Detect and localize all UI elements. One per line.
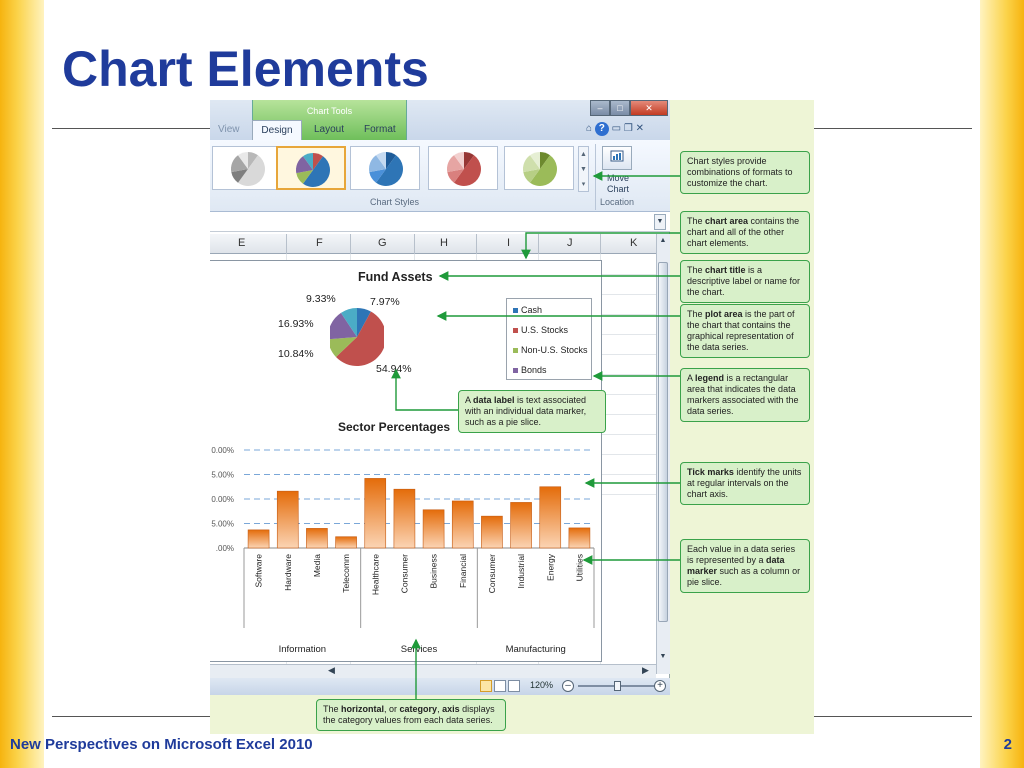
y-tick-label: 5.00% <box>211 519 234 529</box>
callout-term: chart title <box>705 265 746 275</box>
group-label: Services <box>400 644 438 655</box>
callout-term: category <box>399 704 438 714</box>
minimize-button[interactable]: – <box>590 100 610 116</box>
callout-text: identify the units at regular intervals on the chart axis. <box>687 467 802 499</box>
callout-text: contains the chart and all of the other chart elements. <box>687 216 800 248</box>
arrow-chart-area <box>526 233 680 258</box>
callout-text: Chart styles provide combinations of formats to customize the chart. <box>687 156 793 188</box>
callout-text: is the part of the chart that contains the graphical representation of the data series. <box>687 309 795 352</box>
formula-expand-icon[interactable]: ▼ <box>654 214 666 230</box>
pie-data-label[interactable]: 7.97% <box>370 296 400 308</box>
slide-page-number: 2 <box>1003 736 1012 753</box>
callout-text: Each value in a data series is represented by a <box>687 544 796 565</box>
title-divider-left <box>52 128 212 129</box>
callout-text: The <box>687 265 706 275</box>
chart-tools-label: Chart Tools <box>306 106 353 116</box>
pie-chart-title[interactable]: Fund Assets <box>358 270 433 284</box>
callout-term: legend <box>695 373 725 383</box>
callout-text: A <box>465 395 474 405</box>
callout-term: axis <box>442 704 460 714</box>
close-button[interactable]: ✕ <box>630 100 668 116</box>
x-tick-label: Energy <box>545 554 556 581</box>
scroll-left-icon[interactable]: ◀ <box>328 665 335 675</box>
pie-data-label[interactable]: 54.94% <box>376 363 412 375</box>
title-divider-right <box>814 128 972 129</box>
callout-term: plot area <box>705 309 743 319</box>
column-header[interactable]: K <box>630 237 638 249</box>
callout-term: data marker <box>687 555 785 576</box>
y-tick-label: 5.00% <box>211 470 234 480</box>
workbook-restore-icon[interactable]: ❐ <box>623 123 633 134</box>
zoom-level[interactable]: 120% <box>530 680 554 690</box>
x-tick-label: Consumer <box>399 554 410 594</box>
pie-data-label[interactable]: 16.93% <box>278 318 314 330</box>
chart-styles-group-label: Chart Styles <box>370 197 420 207</box>
workbook-close-icon[interactable]: ✕ <box>635 123 644 134</box>
legend-label: Bonds <box>521 365 547 375</box>
callout-term: chart area <box>705 216 749 226</box>
pie-data-label[interactable]: 10.84% <box>278 348 314 360</box>
callout-text: , or <box>384 704 400 714</box>
slide-right-accent-bar <box>980 0 1024 768</box>
callout-term: Tick marks <box>687 467 734 477</box>
chart-styles-scroll[interactable]: ▲ ▼ ▾ <box>578 146 589 192</box>
workbook-minimize-icon[interactable]: ▭ <box>611 123 622 134</box>
bar-chart-title[interactable]: Sector Percentages <box>338 420 451 434</box>
y-tick-label: 0.00% <box>211 446 234 455</box>
x-tick-label: Hardware <box>282 554 293 591</box>
callout-term: horizontal <box>341 704 385 714</box>
callout-term: data label <box>473 395 515 405</box>
slide-title: Chart Elements <box>62 41 429 97</box>
help-icon[interactable]: ? <box>595 122 609 136</box>
move-chart-label-line1: Move <box>606 173 629 183</box>
column-header[interactable]: H <box>440 237 448 249</box>
tab-layout[interactable]: Layout <box>314 124 345 135</box>
x-tick-label: Healthcare <box>370 554 381 596</box>
callout-text: The <box>687 309 706 319</box>
callout-text: is a descriptive label or name for the chart. <box>687 265 801 297</box>
excel-screenshot-figure <box>210 100 814 734</box>
legend-label: Cash <box>521 305 543 315</box>
callout-text: The <box>687 216 706 226</box>
callout-text: is text associated with an individual data marker, such as a pie slice. <box>465 395 587 427</box>
group-label: Manufacturing <box>505 644 566 655</box>
footer-divider-left <box>52 716 212 717</box>
callout-text: The <box>323 704 342 714</box>
footer-divider-right <box>814 716 972 717</box>
scroll-down-icon[interactable]: ▼ <box>659 653 667 660</box>
x-tick-label: Financial <box>457 554 468 589</box>
arrow-data-label <box>396 370 458 410</box>
maximize-button[interactable]: □ <box>610 100 630 116</box>
legend-label: Non-U.S. Stocks <box>521 345 588 355</box>
x-tick-label: Consumer <box>486 554 497 594</box>
column-header[interactable]: G <box>378 237 387 249</box>
legend-label: U.S. Stocks <box>521 325 569 335</box>
tab-format[interactable]: Format <box>364 124 396 135</box>
slide-footer: New Perspectives on Microsoft Excel 2010 <box>10 736 313 753</box>
column-header[interactable]: E <box>238 237 246 249</box>
callout-text: , <box>437 704 443 714</box>
x-tick-label: Utilities <box>574 554 585 582</box>
pie-data-label[interactable]: 9.33% <box>306 293 336 305</box>
zoom-in-button[interactable]: + <box>654 680 666 692</box>
scroll-right-icon[interactable]: ▶ <box>642 665 649 675</box>
callout-text: displays the category values from each data series. <box>323 704 495 725</box>
column-header[interactable]: J <box>567 237 573 249</box>
column-header[interactable]: F <box>316 237 323 249</box>
column-header[interactable]: I <box>507 237 511 249</box>
ribbon-collapse-icon[interactable]: ⌂ <box>586 123 593 134</box>
callout-text: A <box>687 373 696 383</box>
callout-text: such as a column or pie slice. <box>687 566 801 587</box>
scroll-up-icon[interactable]: ▲ <box>659 237 667 244</box>
location-group-label: Location <box>600 197 635 207</box>
tab-design[interactable]: Design <box>252 120 302 140</box>
group-label: Information <box>278 644 327 655</box>
slide-left-accent-bar <box>0 0 44 768</box>
y-tick-label: .00% <box>215 544 234 553</box>
zoom-out-button[interactable]: – <box>562 680 574 692</box>
x-tick-label: Business <box>428 554 439 589</box>
x-tick-label: Telecomm <box>341 554 352 593</box>
y-tick-label: 0.00% <box>211 495 234 504</box>
callout-arrows <box>210 100 814 734</box>
x-tick-label: Industrial <box>516 554 527 589</box>
callout-text: is a rectangular area that indicates the data markers associated with the data series. <box>687 373 799 416</box>
tab-view[interactable]: View <box>218 124 240 135</box>
x-tick-label: Software <box>253 554 264 588</box>
move-chart-label-line2: Chart <box>606 184 629 194</box>
x-tick-label: Media <box>311 554 322 578</box>
